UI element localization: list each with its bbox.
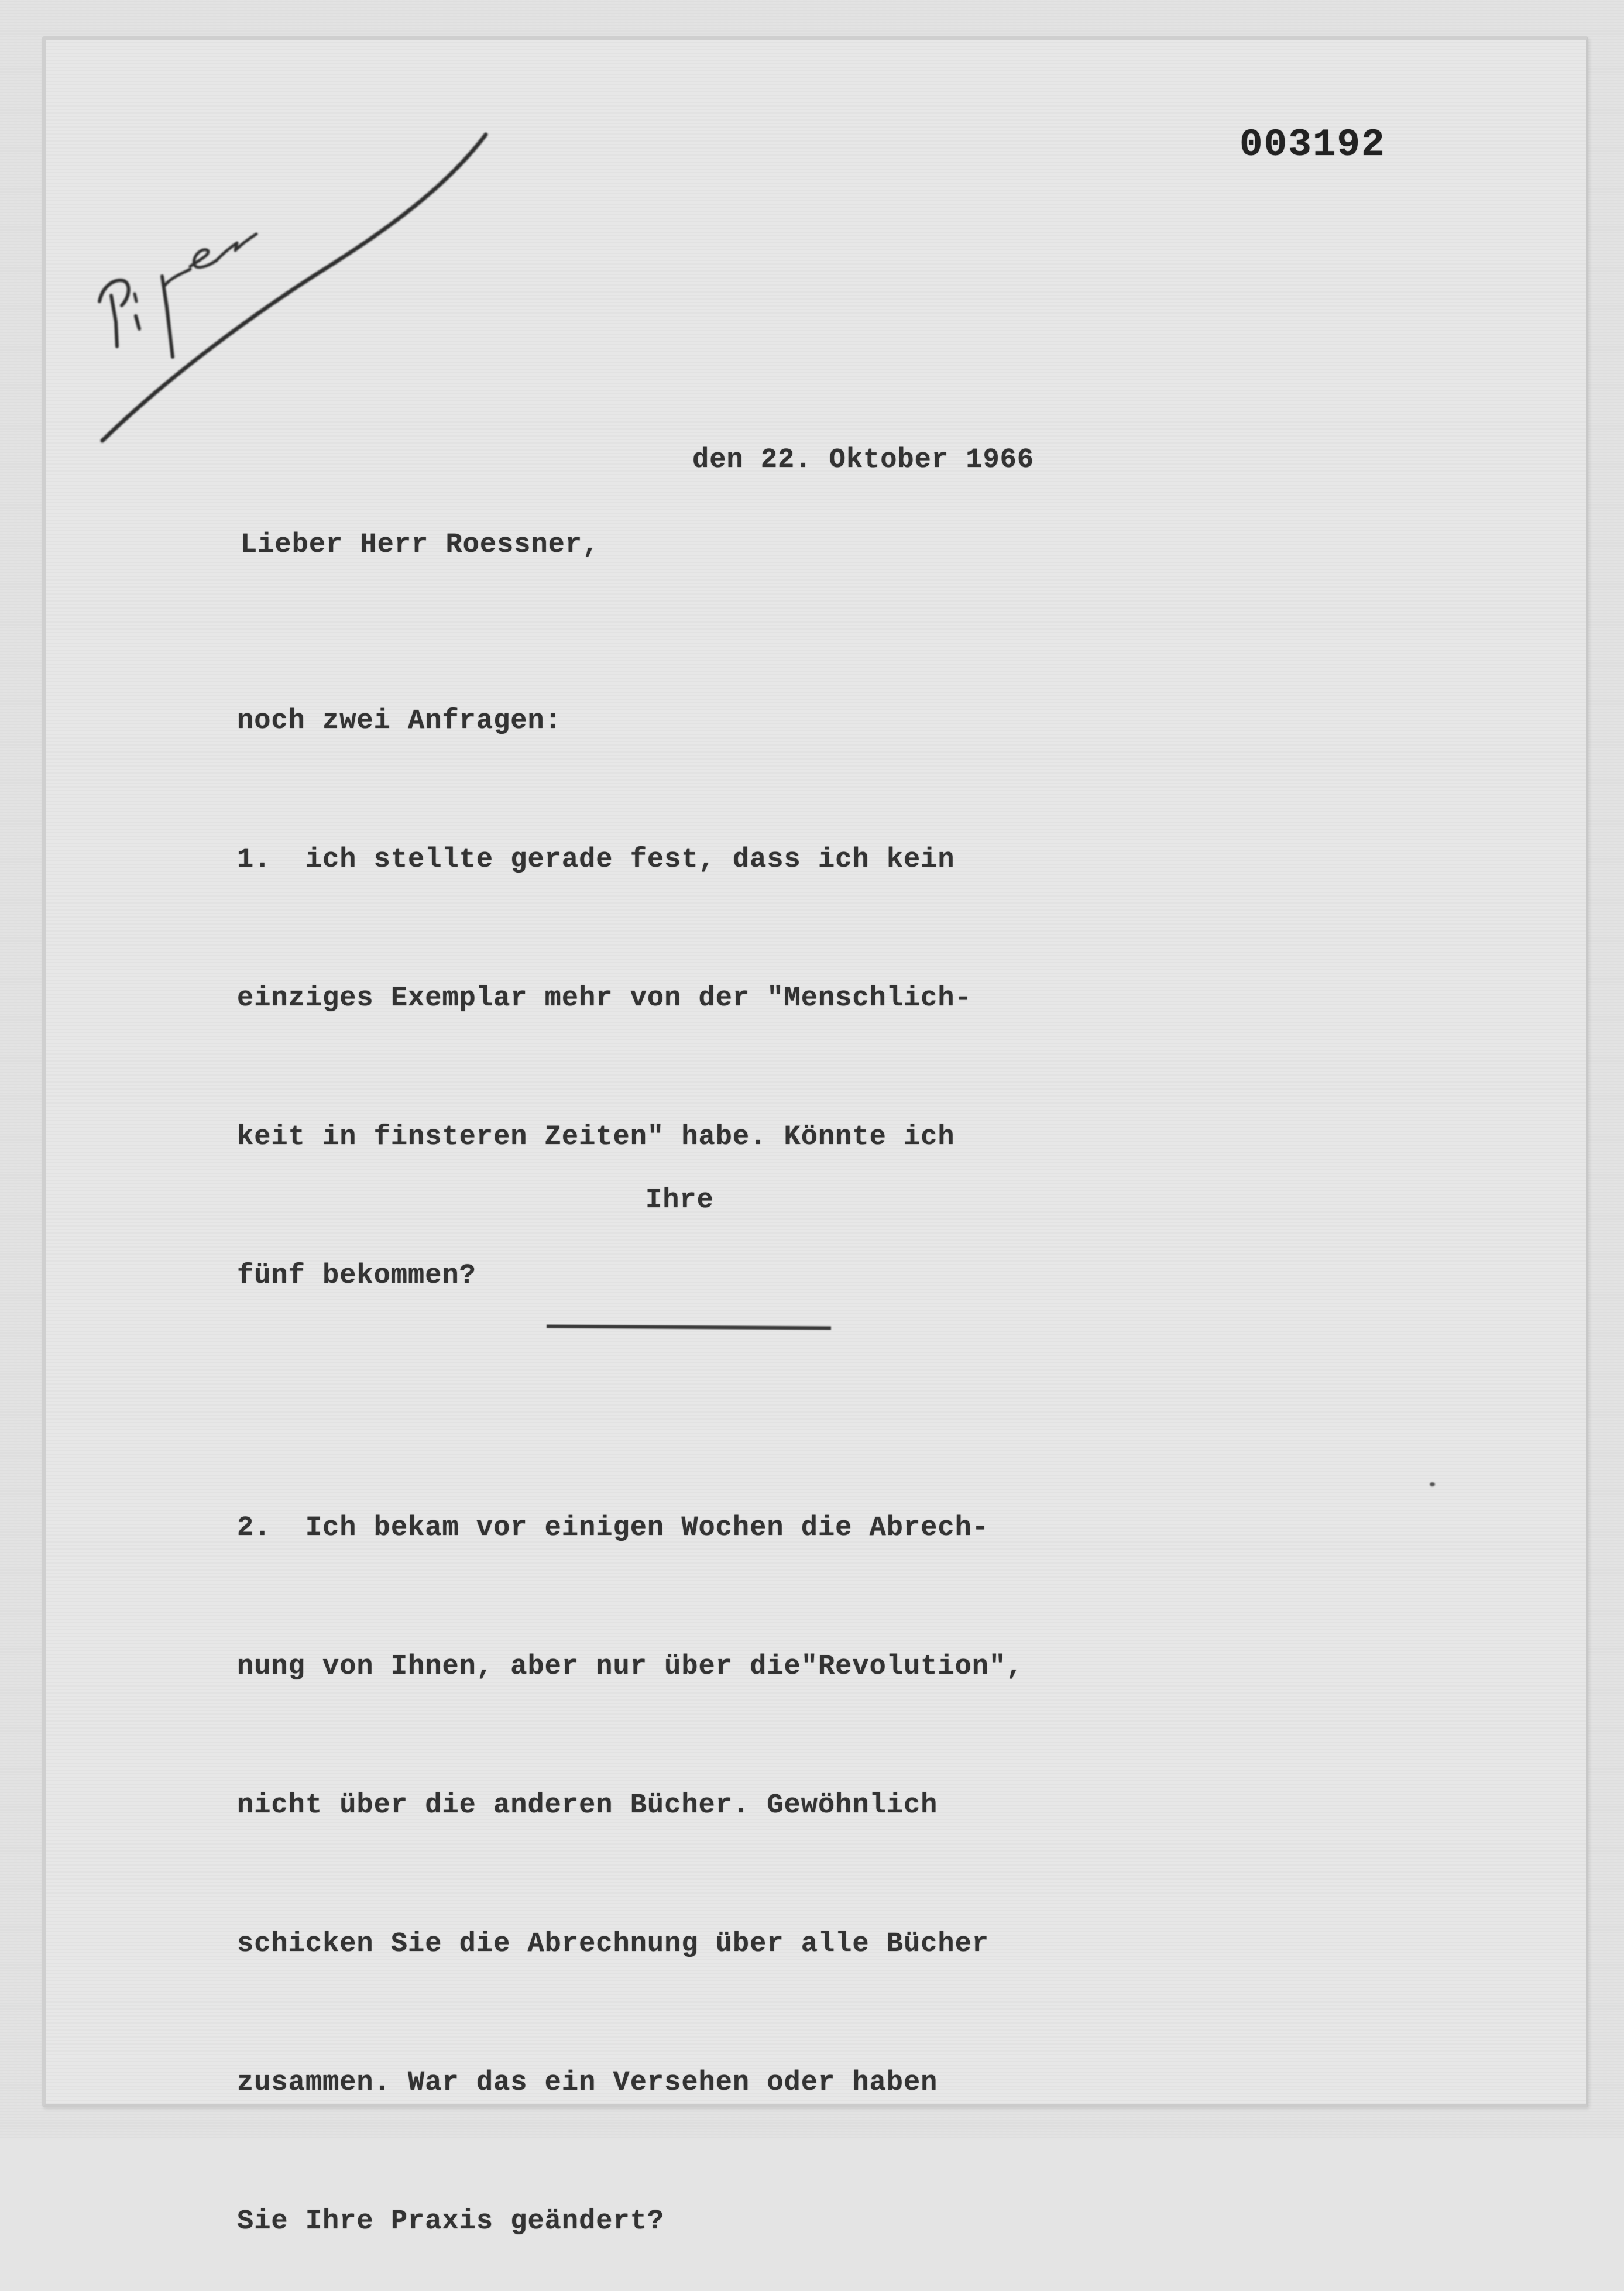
letter-date: den 22. Oktober 1966 [692,445,1035,476]
item-2-line-4: schicken Sie die Abrechnung über alle Bücher [237,1929,990,1960]
handwritten-annotation-piper [88,117,497,456]
item-2-line-2: nung von Ihnen, aber nur über die"Revolution", [237,1651,1024,1682]
intro-line: noch zwei Anfragen: [237,706,562,737]
archive-number-stamp: 003192 [1240,123,1386,167]
item-1-line-1: 1. ich stellte gerade fest, dass ich kein [237,844,955,875]
item-1-line-3: keit in finsteren Zeiten" habe. Könnte ich [237,1122,955,1153]
salutation: Lieber Herr Roessner, [241,530,600,561]
item-1-line-4: fünf bekommen? [237,1260,476,1292]
item-2-line-1: 2. Ich bekam vor einigen Wochen die Abrech- [237,1513,990,1544]
item-2-line-6: Sie Ihre Praxis geändert? [237,2206,665,2237]
closing: Ihre [646,1185,714,1216]
scan-speck [1430,1482,1435,1486]
item-2-line-5: zusammen. War das ein Versehen oder haben [237,2067,938,2098]
item-1-line-2: einziges Exemplar mehr von der "Menschlich- [237,983,972,1014]
letter-body [237,606,1023,2291]
paragraph-gap [237,1392,1023,1413]
item-2-line-3: nicht über die anderen Bücher. Gewöhnlich [237,1790,938,1821]
